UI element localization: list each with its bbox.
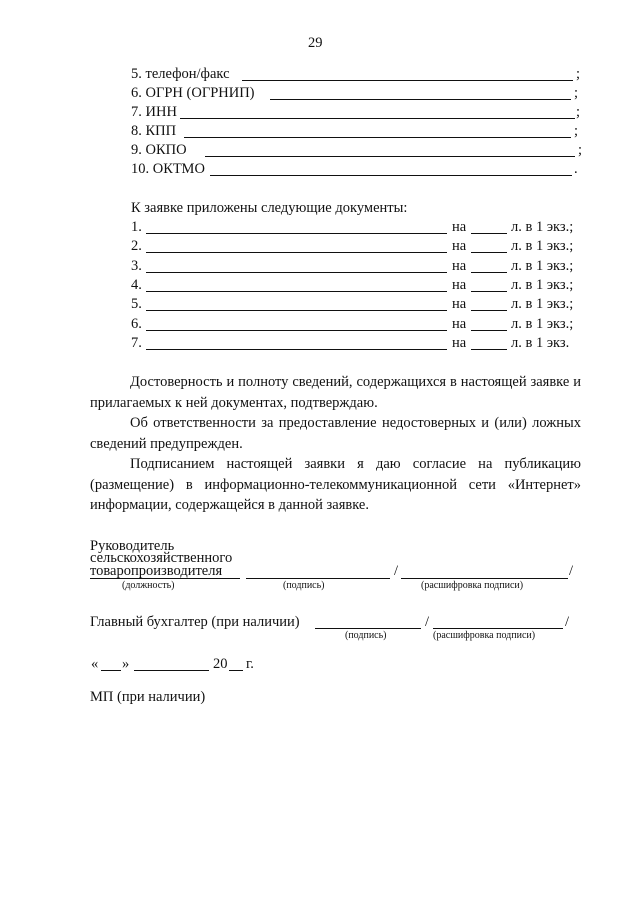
stamp-label: МП (при наличии)	[90, 689, 206, 705]
doc-na: на	[452, 316, 467, 332]
head-signature-blank	[246, 578, 390, 579]
doc-na: на	[452, 277, 467, 293]
accountant-signature-blank	[315, 628, 421, 629]
doc-row-number: 1.	[131, 219, 142, 235]
doc-title-blank	[146, 233, 447, 234]
doc-title-blank	[146, 291, 447, 292]
doc-suffix: л. в 1 экз.;	[511, 258, 574, 274]
date-day-blank	[101, 670, 121, 671]
caption-decoding: (расшифровка подписи)	[433, 630, 536, 641]
page-number: 29	[308, 35, 323, 51]
field-label: 8. КПП	[131, 123, 177, 139]
doc-pages-blank	[471, 272, 507, 273]
accountant-decoding-blank	[433, 628, 563, 629]
paragraph-consent: Подписанием настоящей заявки я даю согласие на публикацию (размещение) в информационно-телекоммуникационной сети «Интернет» информации, содержащейся в данной заявке.	[90, 456, 581, 513]
paragraph-responsibility: Об ответственности за предоставление недостоверных и (или) ложных сведений предупрежден.	[90, 415, 581, 452]
doc-na: на	[452, 258, 467, 274]
head-decoding-blank	[401, 578, 568, 579]
doc-na: на	[452, 335, 467, 351]
doc-pages-blank	[471, 330, 507, 331]
caption-decoding: (расшифровка подписи)	[421, 580, 524, 591]
field-label: 10. ОКТМО	[131, 161, 205, 177]
date-year-blank	[229, 670, 243, 671]
head-title-line1: Руководитель	[90, 538, 175, 554]
date-month-blank	[134, 670, 209, 671]
date-year-suffix: г.	[246, 656, 254, 672]
doc-row-number: 5.	[131, 296, 142, 312]
field-end: ;	[576, 104, 581, 120]
doc-na: на	[452, 219, 467, 235]
doc-pages-blank	[471, 349, 507, 350]
accountant-label: Главный бухгалтер (при наличии)	[90, 614, 300, 630]
caption-signature: (подпись)	[283, 580, 325, 591]
doc-row-number: 3.	[131, 258, 142, 274]
field-end: ;	[576, 66, 581, 82]
doc-na: на	[452, 238, 467, 254]
field-label: 5. телефон/факс	[131, 66, 230, 82]
slash: /	[565, 614, 570, 630]
field-end: .	[574, 161, 578, 177]
doc-title-blank	[146, 310, 447, 311]
field-blank	[205, 156, 575, 157]
doc-title-blank	[146, 272, 447, 273]
field-blank	[270, 99, 571, 100]
doc-row-number: 4.	[131, 277, 142, 293]
field-blank	[184, 137, 571, 138]
field-label: 6. ОГРН (ОГРНИП)	[131, 85, 255, 101]
field-end: ;	[574, 85, 579, 101]
doc-pages-blank	[471, 310, 507, 311]
documents-heading: К заявке приложены следующие документы:	[131, 200, 408, 216]
doc-suffix: л. в 1 экз.;	[511, 296, 574, 312]
doc-suffix: л. в 1 экз.	[511, 335, 570, 351]
date-open-quote: «	[91, 656, 99, 672]
doc-suffix: л. в 1 экз.;	[511, 277, 574, 293]
head-title-line3: товаропроизводителя	[90, 563, 223, 579]
date-close-quote: »	[122, 656, 130, 672]
doc-suffix: л. в 1 экз.;	[511, 316, 574, 332]
doc-title-blank	[146, 252, 447, 253]
caption-position: (должность)	[122, 580, 175, 591]
field-blank	[210, 175, 572, 176]
doc-pages-blank	[471, 252, 507, 253]
paragraph-reliability: Достоверность и полноту сведений, содержащихся в настоящей заявке и прилагаемых к ней документах, подтверждаю.	[90, 374, 581, 411]
doc-suffix: л. в 1 экз.;	[511, 219, 574, 235]
doc-row-number: 2.	[131, 238, 142, 254]
slash: /	[394, 563, 399, 579]
doc-title-blank	[146, 330, 447, 331]
doc-row-number: 6.	[131, 316, 142, 332]
field-end: ;	[574, 123, 579, 139]
doc-title-blank	[146, 349, 447, 350]
position-blank	[90, 578, 240, 579]
slash: /	[569, 563, 574, 579]
caption-signature: (подпись)	[345, 630, 387, 641]
field-end: ;	[578, 142, 583, 158]
field-blank	[242, 80, 573, 81]
doc-suffix: л. в 1 экз.;	[511, 238, 574, 254]
field-blank	[180, 118, 575, 119]
slash: /	[425, 614, 430, 630]
doc-na: на	[452, 296, 467, 312]
field-label: 9. ОКПО	[131, 142, 187, 158]
field-label: 7. ИНН	[131, 104, 177, 120]
head-title-line2: сельскохозяйственного	[90, 550, 233, 566]
doc-row-number: 7.	[131, 335, 142, 351]
doc-pages-blank	[471, 291, 507, 292]
date-year-prefix: 20	[213, 656, 228, 672]
doc-pages-blank	[471, 233, 507, 234]
